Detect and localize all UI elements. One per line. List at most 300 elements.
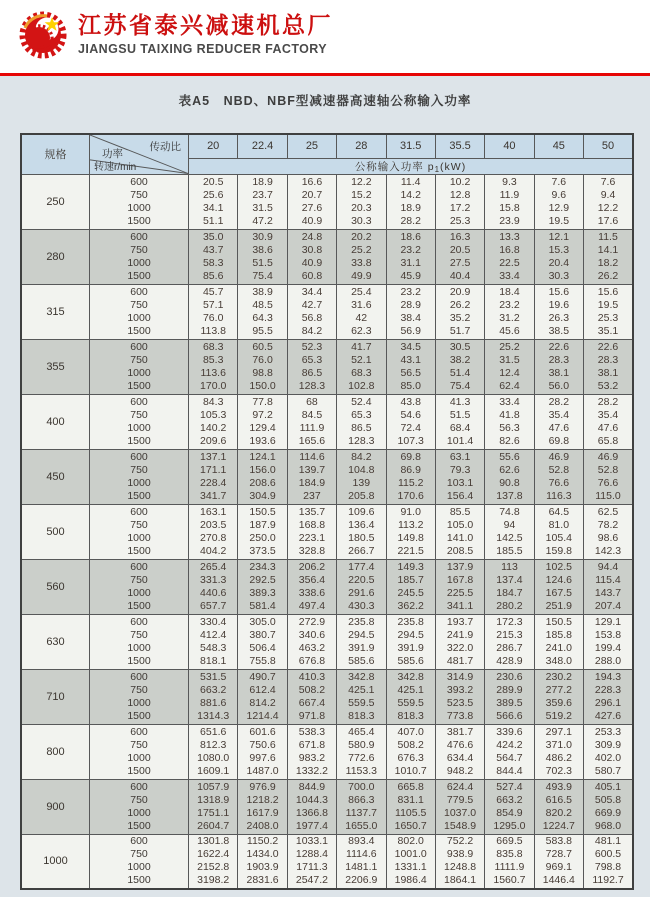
speed-value: 1500 bbox=[127, 269, 151, 282]
spec-value: 355 bbox=[21, 339, 90, 394]
power-value: 223.1 bbox=[298, 531, 326, 544]
ratio-header: 40 bbox=[485, 134, 534, 158]
power-value: 76.0 bbox=[202, 311, 224, 324]
power-cell bbox=[287, 394, 336, 449]
corner-label-ratio: 传动比 bbox=[149, 141, 181, 153]
power-value: 143.7 bbox=[594, 586, 622, 599]
power-value: 109.6 bbox=[348, 505, 375, 518]
power-value: 68.3 bbox=[202, 340, 224, 353]
speed-value: 1500 bbox=[127, 709, 151, 722]
power-cell bbox=[485, 394, 534, 449]
power-value: 728.7 bbox=[545, 848, 572, 861]
power-value: 40.9 bbox=[301, 256, 323, 269]
power-value: 208.5 bbox=[446, 544, 474, 557]
power-value: 440.6 bbox=[200, 586, 227, 599]
power-value: 1622.4 bbox=[197, 848, 230, 861]
power-value: 72.4 bbox=[400, 421, 421, 434]
power-value: 76.6 bbox=[548, 476, 570, 489]
power-value: 30.3 bbox=[351, 214, 372, 227]
power-value: 669.9 bbox=[594, 806, 622, 819]
power-value: 51.1 bbox=[202, 214, 224, 227]
power-value: 47.6 bbox=[597, 421, 619, 434]
power-value: 12.9 bbox=[548, 201, 570, 214]
power-value: 159.8 bbox=[545, 544, 572, 557]
factory-name-en: JIANGSU TAIXING REDUCER FACTORY bbox=[78, 42, 327, 56]
power-value: 25.4 bbox=[351, 285, 372, 298]
speed-value: 1000 bbox=[127, 476, 151, 489]
speed-value: 750 bbox=[130, 793, 148, 806]
speed-cell bbox=[90, 284, 189, 339]
power-value: 322.0 bbox=[446, 641, 474, 654]
power-value: 31.5 bbox=[499, 353, 520, 366]
power-value: 31.6 bbox=[351, 298, 372, 311]
power-value: 292.5 bbox=[249, 573, 276, 586]
power-cell bbox=[386, 779, 435, 834]
power-cell bbox=[584, 779, 634, 834]
power-value: 583.8 bbox=[545, 835, 572, 848]
power-value: 47.2 bbox=[252, 214, 273, 227]
power-value: 750.6 bbox=[249, 738, 276, 751]
power-cell bbox=[534, 504, 583, 559]
power-value: 497.4 bbox=[298, 599, 326, 612]
power-value: 1114.6 bbox=[346, 848, 377, 861]
power-value: 76.0 bbox=[252, 353, 273, 366]
power-value: 23.7 bbox=[252, 188, 273, 201]
power-value: 291.6 bbox=[348, 586, 375, 599]
speed-value: 1500 bbox=[127, 379, 151, 392]
power-value: 98.8 bbox=[252, 366, 273, 379]
speed-value: 1000 bbox=[127, 751, 151, 764]
power-value: 253.3 bbox=[594, 725, 622, 738]
power-value: 1288.4 bbox=[295, 848, 328, 861]
speed-cell bbox=[90, 339, 189, 394]
power-unit-header: 公称输入功率 p1(kW) bbox=[189, 158, 634, 174]
power-value: 241.0 bbox=[545, 641, 572, 654]
power-value: 481.1 bbox=[594, 835, 622, 848]
power-value: 820.2 bbox=[545, 806, 572, 819]
ratio-header: 28 bbox=[337, 134, 386, 158]
power-value: 866.3 bbox=[348, 793, 375, 806]
power-value: 180.5 bbox=[348, 531, 375, 544]
power-cell bbox=[386, 394, 435, 449]
ratio-header: 50 bbox=[584, 134, 634, 158]
spec-block-row bbox=[21, 669, 633, 724]
power-value: 75.4 bbox=[252, 269, 273, 282]
power-value: 18.4 bbox=[499, 285, 520, 298]
power-value: 2206.9 bbox=[345, 874, 378, 887]
power-value: 969.1 bbox=[545, 861, 572, 874]
power-value: 30.3 bbox=[548, 269, 570, 282]
power-value: 1331.1 bbox=[394, 861, 427, 874]
power-cell bbox=[485, 174, 534, 229]
power-value: 12.1 bbox=[548, 230, 570, 243]
spec-block-row bbox=[21, 339, 633, 394]
power-value: 184.7 bbox=[496, 586, 523, 599]
power-cell bbox=[287, 229, 336, 284]
power-value: 265.4 bbox=[200, 560, 227, 573]
speed-value: 600 bbox=[130, 560, 148, 573]
power-cell bbox=[238, 449, 287, 504]
power-value: 209.6 bbox=[200, 434, 227, 447]
speed-value: 750 bbox=[130, 408, 148, 421]
power-cell bbox=[584, 559, 634, 614]
power-value: 215.3 bbox=[496, 628, 523, 641]
speed-value: 600 bbox=[130, 505, 148, 518]
power-cell bbox=[189, 174, 238, 229]
power-value: 476.6 bbox=[446, 738, 474, 751]
power-value: 2831.6 bbox=[246, 874, 279, 887]
spec-block-row bbox=[21, 284, 633, 339]
power-cell bbox=[238, 284, 287, 339]
power-value: 237 bbox=[303, 489, 321, 502]
power-value: 56.3 bbox=[499, 421, 520, 434]
power-cell bbox=[435, 394, 484, 449]
power-value: 30.8 bbox=[301, 243, 323, 256]
power-value: 9.3 bbox=[502, 175, 517, 188]
power-value: 1001.0 bbox=[394, 848, 427, 861]
power-cell bbox=[189, 669, 238, 724]
power-cell bbox=[435, 669, 484, 724]
power-cell bbox=[386, 284, 435, 339]
power-value: 38.4 bbox=[400, 311, 421, 324]
power-value: 40.4 bbox=[449, 269, 471, 282]
power-value: 113 bbox=[501, 560, 518, 573]
power-value: 1548.9 bbox=[444, 819, 477, 832]
ratio-header: 45 bbox=[534, 134, 583, 158]
power-value: 585.6 bbox=[397, 654, 424, 667]
power-value: 1080.0 bbox=[197, 751, 230, 764]
power-value: 149.8 bbox=[397, 531, 424, 544]
spec-value: 710 bbox=[21, 669, 90, 724]
power-value: 402.0 bbox=[594, 751, 622, 764]
power-cell bbox=[189, 504, 238, 559]
power-cell bbox=[287, 449, 336, 504]
power-value: 128.3 bbox=[348, 434, 375, 447]
speed-value: 600 bbox=[130, 395, 148, 408]
power-value: 1318.9 bbox=[197, 793, 230, 806]
speed-value: 750 bbox=[130, 738, 148, 751]
power-cell bbox=[485, 669, 534, 724]
power-value: 86.5 bbox=[301, 366, 323, 379]
power-value: 57.1 bbox=[202, 298, 224, 311]
power-value: 79.3 bbox=[449, 463, 471, 476]
speed-value: 600 bbox=[130, 340, 148, 353]
power-value: 51.5 bbox=[252, 256, 273, 269]
power-cell bbox=[386, 614, 435, 669]
power-value: 1650.7 bbox=[394, 819, 427, 832]
power-value: 844.9 bbox=[298, 780, 326, 793]
power-value: 566.6 bbox=[496, 709, 523, 722]
power-value: 19.5 bbox=[548, 214, 570, 227]
power-value: 342.8 bbox=[348, 670, 375, 683]
speed-value: 1500 bbox=[127, 654, 151, 667]
power-value: 425.1 bbox=[348, 683, 375, 696]
power-cell bbox=[337, 339, 386, 394]
power-value: 493.9 bbox=[545, 780, 572, 793]
power-value: 490.7 bbox=[249, 670, 276, 683]
gear-star-icon bbox=[17, 8, 69, 62]
power-cell bbox=[238, 614, 287, 669]
power-value: 16.3 bbox=[449, 230, 471, 243]
power-value: 2604.7 bbox=[197, 819, 230, 832]
power-value: 235.8 bbox=[397, 615, 424, 628]
power-value: 391.9 bbox=[348, 641, 375, 654]
power-value: 199.4 bbox=[594, 641, 622, 654]
power-value: 113.2 bbox=[397, 518, 424, 531]
power-value: 1977.4 bbox=[295, 819, 328, 832]
power-value: 389.5 bbox=[496, 696, 523, 709]
spec-block-row bbox=[21, 779, 633, 834]
speed-value: 600 bbox=[130, 230, 148, 243]
power-value: 40.9 bbox=[301, 214, 323, 227]
power-value: 802.0 bbox=[397, 835, 424, 848]
power-value: 68 bbox=[306, 395, 318, 408]
power-cell bbox=[435, 339, 484, 394]
power-cell bbox=[435, 229, 484, 284]
power-value: 1314.3 bbox=[197, 709, 230, 722]
power-value: 187.9 bbox=[249, 518, 276, 531]
power-cell bbox=[435, 559, 484, 614]
power-value: 463.2 bbox=[298, 641, 326, 654]
power-value: 28.3 bbox=[597, 353, 619, 366]
power-value: 75.4 bbox=[449, 379, 471, 392]
speed-value: 1000 bbox=[127, 531, 151, 544]
power-value: 486.2 bbox=[545, 751, 572, 764]
power-cell bbox=[435, 504, 484, 559]
power-cell bbox=[337, 779, 386, 834]
power-value: 68.4 bbox=[449, 421, 471, 434]
power-value: 53.2 bbox=[597, 379, 619, 392]
spec-block-row bbox=[21, 449, 633, 504]
power-value: 270.8 bbox=[200, 531, 227, 544]
power-value: 1751.1 bbox=[197, 806, 230, 819]
power-value: 410.3 bbox=[298, 670, 326, 683]
power-value: 676.3 bbox=[397, 751, 424, 764]
power-value: 18.9 bbox=[252, 175, 273, 188]
spec-value: 900 bbox=[21, 779, 90, 834]
power-value: 341.7 bbox=[200, 489, 227, 502]
power-value: 531.5 bbox=[200, 670, 227, 683]
speed-value: 750 bbox=[130, 243, 148, 256]
power-value: 18.6 bbox=[400, 230, 421, 243]
power-value: 35.4 bbox=[597, 408, 619, 421]
power-value: 153.8 bbox=[594, 628, 622, 641]
speed-value: 1000 bbox=[127, 421, 151, 434]
speed-value: 750 bbox=[130, 573, 148, 586]
power-value: 20.5 bbox=[202, 175, 224, 188]
power-value: 427.6 bbox=[594, 709, 622, 722]
power-value: 1986.4 bbox=[394, 874, 427, 887]
power-value: 341.1 bbox=[446, 599, 474, 612]
power-value: 380.7 bbox=[249, 628, 276, 641]
power-value: 43.7 bbox=[202, 243, 224, 256]
power-value: 15.6 bbox=[597, 285, 619, 298]
power-value: 62.6 bbox=[499, 463, 520, 476]
power-value: 85.3 bbox=[202, 353, 224, 366]
power-value: 43.1 bbox=[400, 353, 421, 366]
power-value: 62.4 bbox=[499, 379, 520, 392]
power-value: 1105.5 bbox=[395, 806, 427, 819]
power-value: 64.3 bbox=[252, 311, 273, 324]
power-cell bbox=[189, 834, 238, 889]
power-value: 30.5 bbox=[449, 340, 471, 353]
speed-value: 1500 bbox=[127, 764, 151, 777]
power-value: 142.5 bbox=[496, 531, 523, 544]
ratio-header: 22.4 bbox=[238, 134, 287, 158]
power-value: 559.5 bbox=[397, 696, 424, 709]
power-value: 56.9 bbox=[400, 324, 421, 337]
power-value: 22.6 bbox=[597, 340, 619, 353]
power-value: 508.2 bbox=[298, 683, 326, 696]
power-value: 854.9 bbox=[496, 806, 523, 819]
power-value: 251.9 bbox=[545, 599, 572, 612]
power-cell bbox=[337, 614, 386, 669]
power-value: 41.8 bbox=[499, 408, 520, 421]
power-value: 104.8 bbox=[348, 463, 375, 476]
power-value: 241.9 bbox=[446, 628, 474, 641]
speed-value: 750 bbox=[130, 518, 148, 531]
power-value: 35.1 bbox=[597, 324, 619, 337]
power-value: 286.7 bbox=[496, 641, 523, 654]
power-value: 115.0 bbox=[595, 489, 621, 502]
power-value: 391.9 bbox=[397, 641, 424, 654]
power-value: 23.2 bbox=[499, 298, 520, 311]
power-value: 1655.0 bbox=[345, 819, 378, 832]
power-cell bbox=[189, 614, 238, 669]
power-value: 38.2 bbox=[449, 353, 471, 366]
power-value: 23.2 bbox=[400, 243, 421, 256]
power-value: 25.2 bbox=[499, 340, 520, 353]
power-value: 1010.7 bbox=[394, 764, 427, 777]
power-cell bbox=[534, 284, 583, 339]
power-value: 65.3 bbox=[351, 408, 372, 421]
speed-value: 1000 bbox=[127, 201, 151, 214]
ratio-header: 31.5 bbox=[386, 134, 435, 158]
speed-cell bbox=[90, 724, 189, 779]
power-value: 60.5 bbox=[252, 340, 273, 353]
power-value: 702.3 bbox=[545, 764, 572, 777]
power-value: 20.5 bbox=[449, 243, 471, 256]
power-value: 65.8 bbox=[597, 434, 619, 447]
power-cell bbox=[238, 724, 287, 779]
power-cell bbox=[435, 174, 484, 229]
power-value: 185.5 bbox=[496, 544, 523, 557]
power-cell bbox=[584, 339, 634, 394]
power-value: 665.8 bbox=[397, 780, 424, 793]
power-value: 381.7 bbox=[446, 725, 474, 738]
power-cell bbox=[238, 174, 287, 229]
power-value: 52.1 bbox=[351, 353, 372, 366]
power-cell bbox=[189, 779, 238, 834]
power-cell bbox=[584, 449, 634, 504]
power-value: 428.9 bbox=[496, 654, 523, 667]
power-value: 15.8 bbox=[499, 201, 520, 214]
power-value: 671.8 bbox=[298, 738, 326, 751]
power-cell bbox=[534, 724, 583, 779]
speed-value: 1000 bbox=[127, 586, 151, 599]
power-value: 289.9 bbox=[496, 683, 523, 696]
speed-value: 1500 bbox=[127, 214, 151, 227]
power-value: 115.4 bbox=[595, 573, 621, 586]
power-value: 667.4 bbox=[298, 696, 326, 709]
power-value: 28.9 bbox=[400, 298, 421, 311]
power-value: 156.0 bbox=[249, 463, 276, 476]
power-value: 139.7 bbox=[298, 463, 326, 476]
power-value: 1617.9 bbox=[246, 806, 279, 819]
power-value: 1214.4 bbox=[246, 709, 279, 722]
power-cell bbox=[287, 504, 336, 559]
power-value: 33.4 bbox=[499, 269, 520, 282]
power-value: 38.1 bbox=[548, 366, 570, 379]
power-value: 27.6 bbox=[301, 201, 323, 214]
power-value: 45.7 bbox=[202, 285, 224, 298]
power-value: 46.9 bbox=[548, 450, 570, 463]
power-value: 601.6 bbox=[249, 725, 276, 738]
power-cell bbox=[386, 669, 435, 724]
power-value: 62.5 bbox=[597, 505, 619, 518]
power-value: 20.3 bbox=[351, 201, 372, 214]
power-value: 506.4 bbox=[249, 641, 276, 654]
power-value: 651.6 bbox=[200, 725, 227, 738]
speed-value: 1500 bbox=[127, 819, 151, 832]
power-value: 139 bbox=[352, 476, 371, 489]
power-value: 272.9 bbox=[298, 615, 326, 628]
speed-value: 1500 bbox=[127, 434, 151, 447]
power-value: 22.6 bbox=[548, 340, 570, 353]
power-value: 23.2 bbox=[400, 285, 421, 298]
power-value: 812.3 bbox=[200, 738, 227, 751]
power-value: 107.3 bbox=[397, 434, 424, 447]
speed-value: 1000 bbox=[127, 641, 151, 654]
power-cell bbox=[386, 449, 435, 504]
power-cell bbox=[435, 614, 484, 669]
power-value: 165.6 bbox=[298, 434, 326, 447]
power-value: 1224.7 bbox=[542, 819, 575, 832]
power-cell bbox=[386, 559, 435, 614]
power-cell bbox=[386, 174, 435, 229]
speed-value: 750 bbox=[130, 628, 148, 641]
speed-value: 750 bbox=[130, 353, 148, 366]
power-cell bbox=[337, 229, 386, 284]
power-value: 235.8 bbox=[348, 615, 375, 628]
power-value: 167.5 bbox=[545, 586, 572, 599]
power-value: 150.5 bbox=[545, 615, 572, 628]
speed-value: 600 bbox=[130, 450, 148, 463]
power-value: 97.2 bbox=[252, 408, 273, 421]
power-value: 818.3 bbox=[348, 709, 375, 722]
power-value: 12.2 bbox=[597, 201, 619, 214]
power-value: 339.6 bbox=[496, 725, 523, 738]
speed-value: 600 bbox=[130, 780, 148, 793]
power-cell bbox=[238, 834, 287, 889]
power-value: 9.4 bbox=[600, 188, 616, 201]
power-value: 31.1 bbox=[400, 256, 421, 269]
power-cell bbox=[485, 614, 534, 669]
power-value: 128.3 bbox=[298, 379, 326, 392]
spec-value: 250 bbox=[21, 174, 90, 229]
power-value: 49.9 bbox=[351, 269, 372, 282]
spec-value: 450 bbox=[21, 449, 90, 504]
power-value: 342.8 bbox=[397, 670, 424, 683]
power-value: 185.7 bbox=[397, 573, 424, 586]
power-cell bbox=[534, 229, 583, 284]
power-value: 22.5 bbox=[499, 256, 520, 269]
power-value: 14.1 bbox=[597, 243, 619, 256]
speed-value: 600 bbox=[130, 285, 148, 298]
power-value: 185.8 bbox=[545, 628, 572, 641]
power-value: 266.7 bbox=[348, 544, 375, 557]
power-value: 26.3 bbox=[548, 311, 570, 324]
